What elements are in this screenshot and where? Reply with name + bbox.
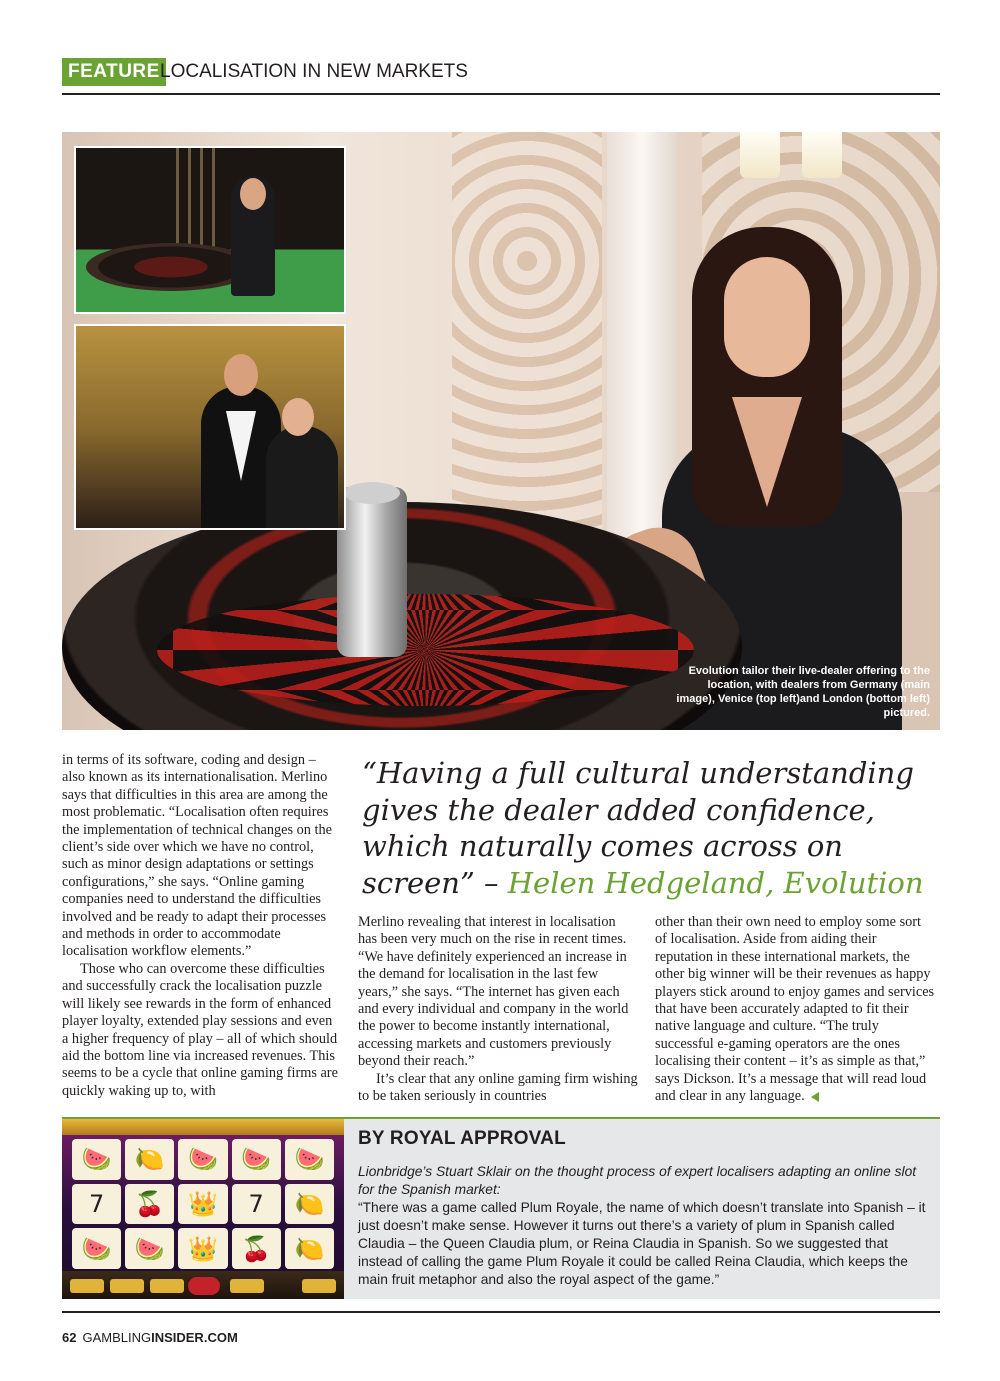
slot-symbol: 7 [232, 1184, 281, 1225]
slot-symbol: 👑 [178, 1184, 227, 1225]
slot-symbol: 🍉 [72, 1139, 121, 1180]
slot-game-screenshot [62, 1119, 344, 1299]
page-footer [62, 1330, 238, 1346]
brand-suffix: .COM [203, 1330, 238, 1345]
brand-light: GAMBLING [82, 1330, 152, 1345]
paragraph: Merlino revealing that interest in localisation has been very much on the rise in recent times. “We have definitely experienced an increase in the demand for localisation in the last few years,” she says. “The internet has given each and every individual and company in the world the power to become instantly international, accessing markets and customers previously beyond their reach.” [358, 914, 629, 1070]
paragraph-text: other than their own need to employ some sort of localisation. Aside from aiding their reputation in these international markets, the other big winner will be their revenues as happy players stick around to enjoy games and services that have been accurately adapted to fit their native language and culture. “The truly successful e-gaming operators are the ones localising their content – it’s as simple as that,” says Dickson. It’s a message that will read loud and clear in any language. [655, 914, 935, 1105]
slot-symbol: 🍉 [232, 1139, 281, 1180]
paragraph: in terms of its software, coding and design – also known as its internationalisation. Merlino says that difficulties in this area are among the most problematic. “Localisation often requires the implementation of technical changes on the client’s side over which we have no control, such as minor design adaptations or settings configurations,” she says. “Online gaming companies need to understand the difficulties involved and be ready to adapt their processes and methods in order to accommodate localisation workflow elements.” [62, 752, 332, 960]
slot-symbol: 🍉 [125, 1228, 174, 1269]
slot-symbol: 🍉 [178, 1139, 227, 1180]
article-column-3 [655, 914, 935, 1105]
slot-button [110, 1279, 144, 1293]
inset-photo-london [74, 324, 346, 530]
pull-quote-attribution: Helen Hedgeland, Evolution [507, 865, 924, 900]
lamp-shade [802, 132, 842, 178]
slot-symbol: 🍒 [125, 1184, 174, 1225]
end-mark-icon [811, 1092, 819, 1102]
sidebar-body: “There was a game called Plum Royale, the name of which doesn’t translate into Spanish – it just doesn’t make sense. However it turns out there’s a variety of plum in Spanish called Claudia – the Queen Claudia plum, or Reina Claudia in Spanish. So we suggested that instead of calling the game Plum Royale it could be called Reina Claudia, which keeps the main fruit metaphor and also the royal aspect of the game.” [358, 1200, 926, 1287]
slot-symbol: 🍋 [285, 1228, 334, 1269]
slot-reels [72, 1139, 334, 1269]
brand-bold: INSIDER [151, 1330, 204, 1345]
wallpaper-panel-left [452, 132, 602, 562]
slot-symbol: 7 [72, 1184, 121, 1225]
sidebar-text [358, 1127, 930, 1289]
sidebar-intro: Lionbridge’s Stuart Sklair on the thought process of expert localisers adapting an online slot for the Spanish market: [358, 1164, 917, 1197]
slot-spin-button [188, 1277, 220, 1295]
lamp-shade [740, 132, 780, 178]
slot-top-banner [62, 1119, 344, 1135]
slot-symbol: 🍒 [232, 1228, 281, 1269]
inset-dealer-1-face [224, 354, 258, 396]
photo-caption: Evolution tailor their live-dealer offering to the location, with dealers from Germany (main image), Venice (top left)and London (bottom left) pictured. [676, 665, 930, 719]
roulette-turret [337, 487, 407, 657]
paragraph: It’s clear that any online gaming firm wishing to be taken seriously in countries [358, 1070, 638, 1105]
roulette-pockets [157, 594, 694, 706]
section-title: LOCALISATION IN NEW MARKETS [160, 61, 468, 82]
header-rule [62, 93, 940, 95]
slot-button [70, 1279, 104, 1293]
paragraph [655, 914, 935, 1105]
footer-rule [62, 1311, 940, 1313]
slot-button [230, 1279, 264, 1293]
article-column-2 [358, 914, 638, 1105]
main-photo [62, 132, 940, 730]
wall-lamp [740, 132, 850, 202]
slot-button [302, 1279, 336, 1293]
sidebar-heading: BY ROYAL APPROVAL [358, 1128, 566, 1149]
paragraph: Those who can overcome these difficulties and successfully crack the localisation puzzle will likely see rewards in the form of enhanced player loyalty, extended play sessions and even a higher frequency of play – all of which should aid the bottom line via increased revenues. This seems to be a cycle that online gaming firms are quickly waking up to, with [62, 960, 338, 1099]
inset-dealer-face [240, 178, 266, 210]
dealer-face [724, 257, 810, 377]
sidebar-box [62, 1117, 940, 1299]
slot-symbol: 🍋 [285, 1184, 334, 1225]
slot-symbol: 🍉 [285, 1139, 334, 1180]
pull-quote [362, 755, 940, 901]
roulette-turret-cap [344, 482, 400, 504]
inset-decor [176, 148, 216, 248]
feature-badge: FEATURE [62, 58, 166, 86]
slot-button [150, 1279, 184, 1293]
slot-symbol: 👑 [178, 1228, 227, 1269]
article-column-1 [62, 752, 342, 1100]
slot-symbol: 🍋 [125, 1139, 174, 1180]
inset-dealer-2-body [266, 426, 338, 528]
inset-photo-venice [74, 146, 346, 314]
inset-dealer-2-face [282, 398, 314, 436]
pull-quote-text: “Having a full cultural understanding gives the dealer added confidence, which naturally comes across on screen” – [362, 756, 914, 900]
page-number: 62 [62, 1330, 77, 1345]
slot-symbol: 🍉 [72, 1228, 121, 1269]
slot-control-bar [62, 1271, 344, 1299]
page-header [62, 58, 940, 94]
